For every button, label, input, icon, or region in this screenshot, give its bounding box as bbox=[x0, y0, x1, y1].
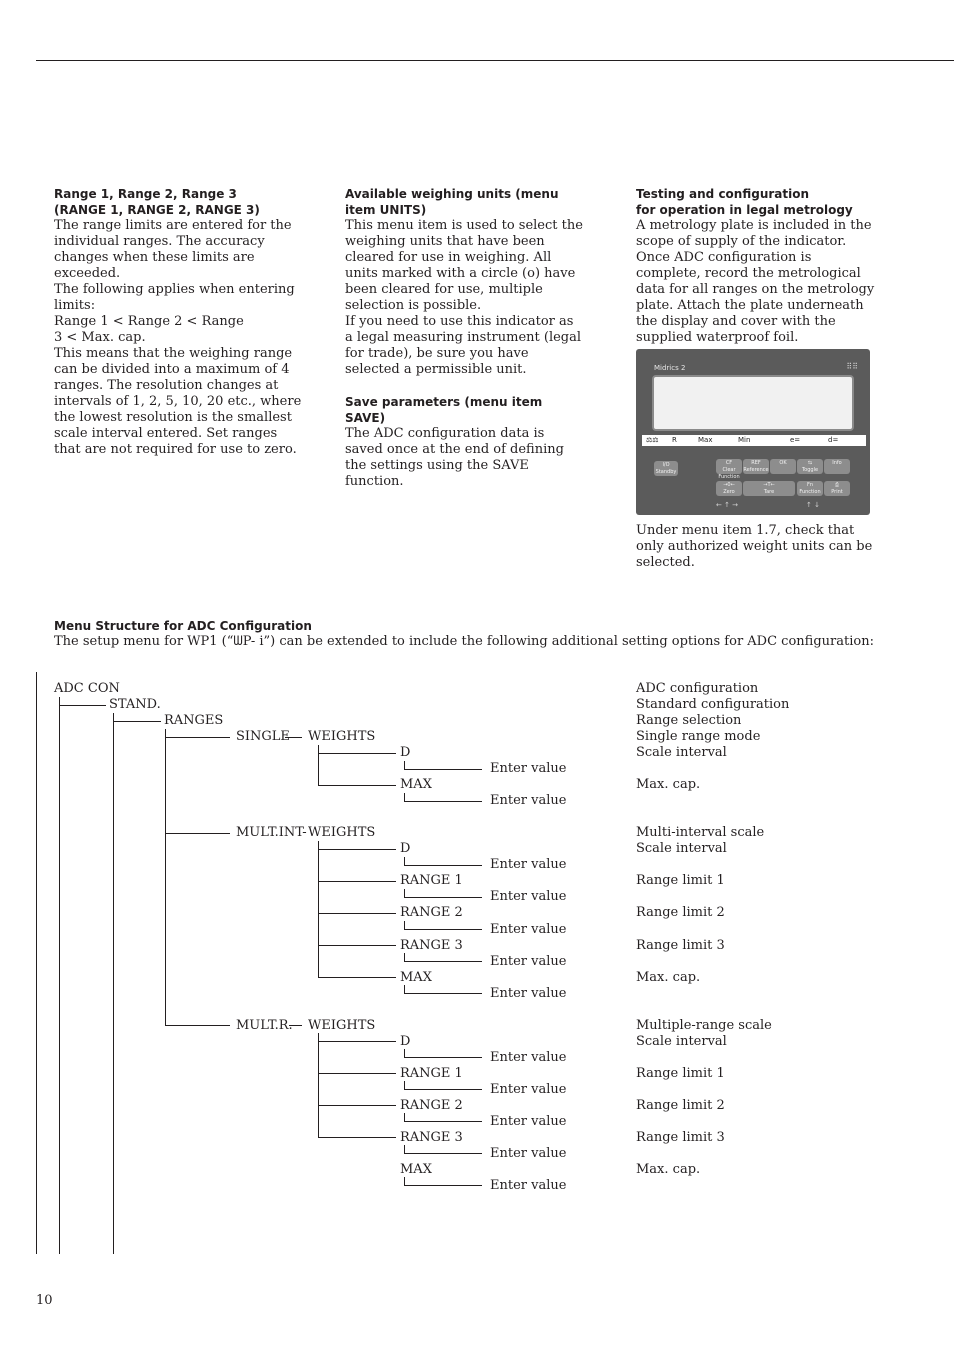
enter-value: Enter value bbox=[490, 1178, 567, 1193]
node-d: D bbox=[400, 745, 411, 760]
enter-value: Enter value bbox=[490, 922, 567, 937]
menu-structure-title: Menu Structure for ADC Configuration bbox=[54, 619, 312, 633]
node-single: SINGLE bbox=[236, 729, 290, 744]
info-key: Info bbox=[824, 459, 850, 474]
reference-key: REF Reference bbox=[743, 460, 769, 473]
enter-value: Enter value bbox=[490, 857, 567, 872]
desc-range-limit-1: Range limit 1 bbox=[636, 1066, 725, 1081]
plate-r: R bbox=[672, 436, 677, 444]
page-number: 10 bbox=[36, 1293, 53, 1308]
enter-value: Enter value bbox=[490, 1082, 567, 1097]
plate-d: d= bbox=[828, 436, 839, 444]
desc-range-limit-1: Range limit 1 bbox=[636, 873, 725, 888]
function-key: Fn Function bbox=[797, 481, 823, 496]
scale-icon: ⚖⚖ bbox=[646, 436, 659, 444]
units-para-1: This menu item is used to select the weighing units that have been cleared for use in weighing. All units marked with a circle (o) have been cleared for use, multiple selection is possible. bbox=[345, 218, 583, 313]
enter-value: Enter value bbox=[490, 889, 567, 904]
desc-single-range: Single range mode bbox=[636, 729, 761, 744]
ok-key: OK bbox=[770, 459, 796, 474]
node-weights: WEIGHTS bbox=[308, 1018, 376, 1033]
units-heading: Available weighing units (menu item UNITS) bbox=[345, 187, 559, 217]
node-max: MAX bbox=[400, 1162, 432, 1177]
nav-arrows-right-icon: ↑ ↓ bbox=[806, 501, 820, 509]
save-heading: Save parameters (menu item SAVE) bbox=[345, 395, 543, 425]
desc-max-cap: Max. cap. bbox=[636, 970, 701, 985]
enter-value: Enter value bbox=[490, 954, 567, 969]
node-max: MAX bbox=[400, 970, 432, 985]
device-logo-icon: ⠿⠿ bbox=[846, 362, 858, 371]
desc-scale-interval: Scale interval bbox=[636, 745, 727, 760]
units-para-2: If you need to use this indicator as a legal measuring instrument (legal for trade), be sure you have selected a permissible unit. bbox=[345, 314, 582, 377]
node-range-3: RANGE 3 bbox=[400, 1130, 463, 1145]
zero-key: →0← Zero bbox=[716, 481, 742, 496]
ranges-para-4: This means that the weighing range can be divided into a maximum of 4 ranges. The resolution changes at intervals of 1, 2, 5, 10, 20 etc., where the lowest resolution is the smallest scale interval entered. Set ranges that are not required for use to zero. bbox=[54, 346, 302, 457]
node-range-1: RANGE 1 bbox=[400, 873, 463, 888]
plate-max: Max bbox=[698, 436, 713, 444]
legal-para-2: Once ADC configuration is complete, record the metrological data for all ranges on the metrology plate. Attach the plate underneath the display and cover with the supplied waterproof foil. bbox=[636, 250, 875, 345]
device-caption-text: Under menu item 1.7, check that only authorized weight units can be selected. bbox=[636, 523, 873, 570]
desc-multiple-range: Multiple-range scale bbox=[636, 1018, 772, 1033]
save-para: The ADC configuration data is saved once at the end of defining the settings using the SAVE function. bbox=[345, 426, 564, 489]
enter-value: Enter value bbox=[490, 1114, 567, 1129]
node-weights: WEIGHTS bbox=[308, 729, 376, 744]
node-mult-int: MULT.INT- bbox=[236, 825, 307, 840]
menu-structure-intro: The setup menu for WP1 (“ᗯP- ⅰ”) can be extended to include the following additional setting options for ADC configuration: bbox=[54, 634, 874, 649]
enter-value: Enter value bbox=[490, 793, 567, 808]
node-range-2: RANGE 2 bbox=[400, 905, 463, 920]
ranges-heading: Range 1, Range 2, Range 3 bbox=[54, 187, 237, 201]
ranges-para-2: The following applies when entering limits: bbox=[54, 282, 295, 313]
toggle-key: ⇆ Toggle bbox=[797, 459, 823, 474]
enter-value: Enter value bbox=[490, 986, 567, 1001]
node-ranges: RANGES bbox=[164, 713, 224, 728]
desc-range-limit-2: Range limit 2 bbox=[636, 905, 725, 920]
tare-key: →T← Tare bbox=[743, 481, 795, 496]
print-key: ⎙ Print bbox=[824, 481, 850, 496]
clear-function-key: CF Clear Function bbox=[716, 459, 742, 474]
enter-value: Enter value bbox=[490, 1146, 567, 1161]
node-d: D bbox=[400, 1034, 411, 1049]
node-stand: STAND. bbox=[109, 697, 161, 712]
node-range-3: RANGE 3 bbox=[400, 938, 463, 953]
device-brand: Midrics 2 bbox=[654, 364, 686, 372]
enter-value: Enter value bbox=[490, 1050, 567, 1065]
desc-multi-interval: Multi-interval scale bbox=[636, 825, 765, 840]
desc-max-cap: Max. cap. bbox=[636, 1162, 701, 1177]
standby-key: I/O Standby bbox=[655, 462, 677, 475]
legal-heading-sub: for operation in legal metrology bbox=[636, 203, 853, 217]
desc-range-limit-2: Range limit 2 bbox=[636, 1098, 725, 1113]
desc-scale-interval: Scale interval bbox=[636, 1034, 727, 1049]
ranges-para-1: The range limits are entered for the individual ranges. The accuracy changes when these limits are exceeded. bbox=[54, 218, 292, 281]
legal-para-1: A metrology plate is included in the scope of supply of the indicator. bbox=[636, 218, 872, 249]
node-range-1: RANGE 1 bbox=[400, 1066, 463, 1081]
plate-min: Min bbox=[738, 436, 751, 444]
desc-standard-configuration: Standard configuration bbox=[636, 697, 790, 712]
node-range-2: RANGE 2 bbox=[400, 1098, 463, 1113]
desc-range-limit-3: Range limit 3 bbox=[636, 1130, 725, 1145]
enter-value: Enter value bbox=[490, 761, 567, 776]
node-d: D bbox=[400, 841, 411, 856]
legal-heading: Testing and configuration bbox=[636, 187, 810, 201]
desc-max-cap: Max. cap. bbox=[636, 777, 701, 792]
desc-adc-configuration: ADC configuration bbox=[636, 681, 759, 696]
nav-arrows-left-icon: ← ↑ → bbox=[716, 501, 739, 509]
desc-range-limit-3: Range limit 3 bbox=[636, 938, 725, 953]
node-adc-con: ADC CON bbox=[54, 681, 120, 696]
desc-scale-interval: Scale interval bbox=[636, 841, 727, 856]
plate-e: e= bbox=[790, 436, 801, 444]
node-mult-r: MULT.R. bbox=[236, 1018, 293, 1033]
node-weights: WEIGHTS bbox=[308, 825, 376, 840]
node-max: MAX bbox=[400, 777, 432, 792]
ranges-heading-sub: (RANGE 1, RANGE 2, RANGE 3) bbox=[54, 203, 260, 217]
desc-range-selection: Range selection bbox=[636, 713, 742, 728]
ranges-para-3: Range 1 < Range 2 < Range 3 < Max. cap. bbox=[54, 314, 244, 345]
